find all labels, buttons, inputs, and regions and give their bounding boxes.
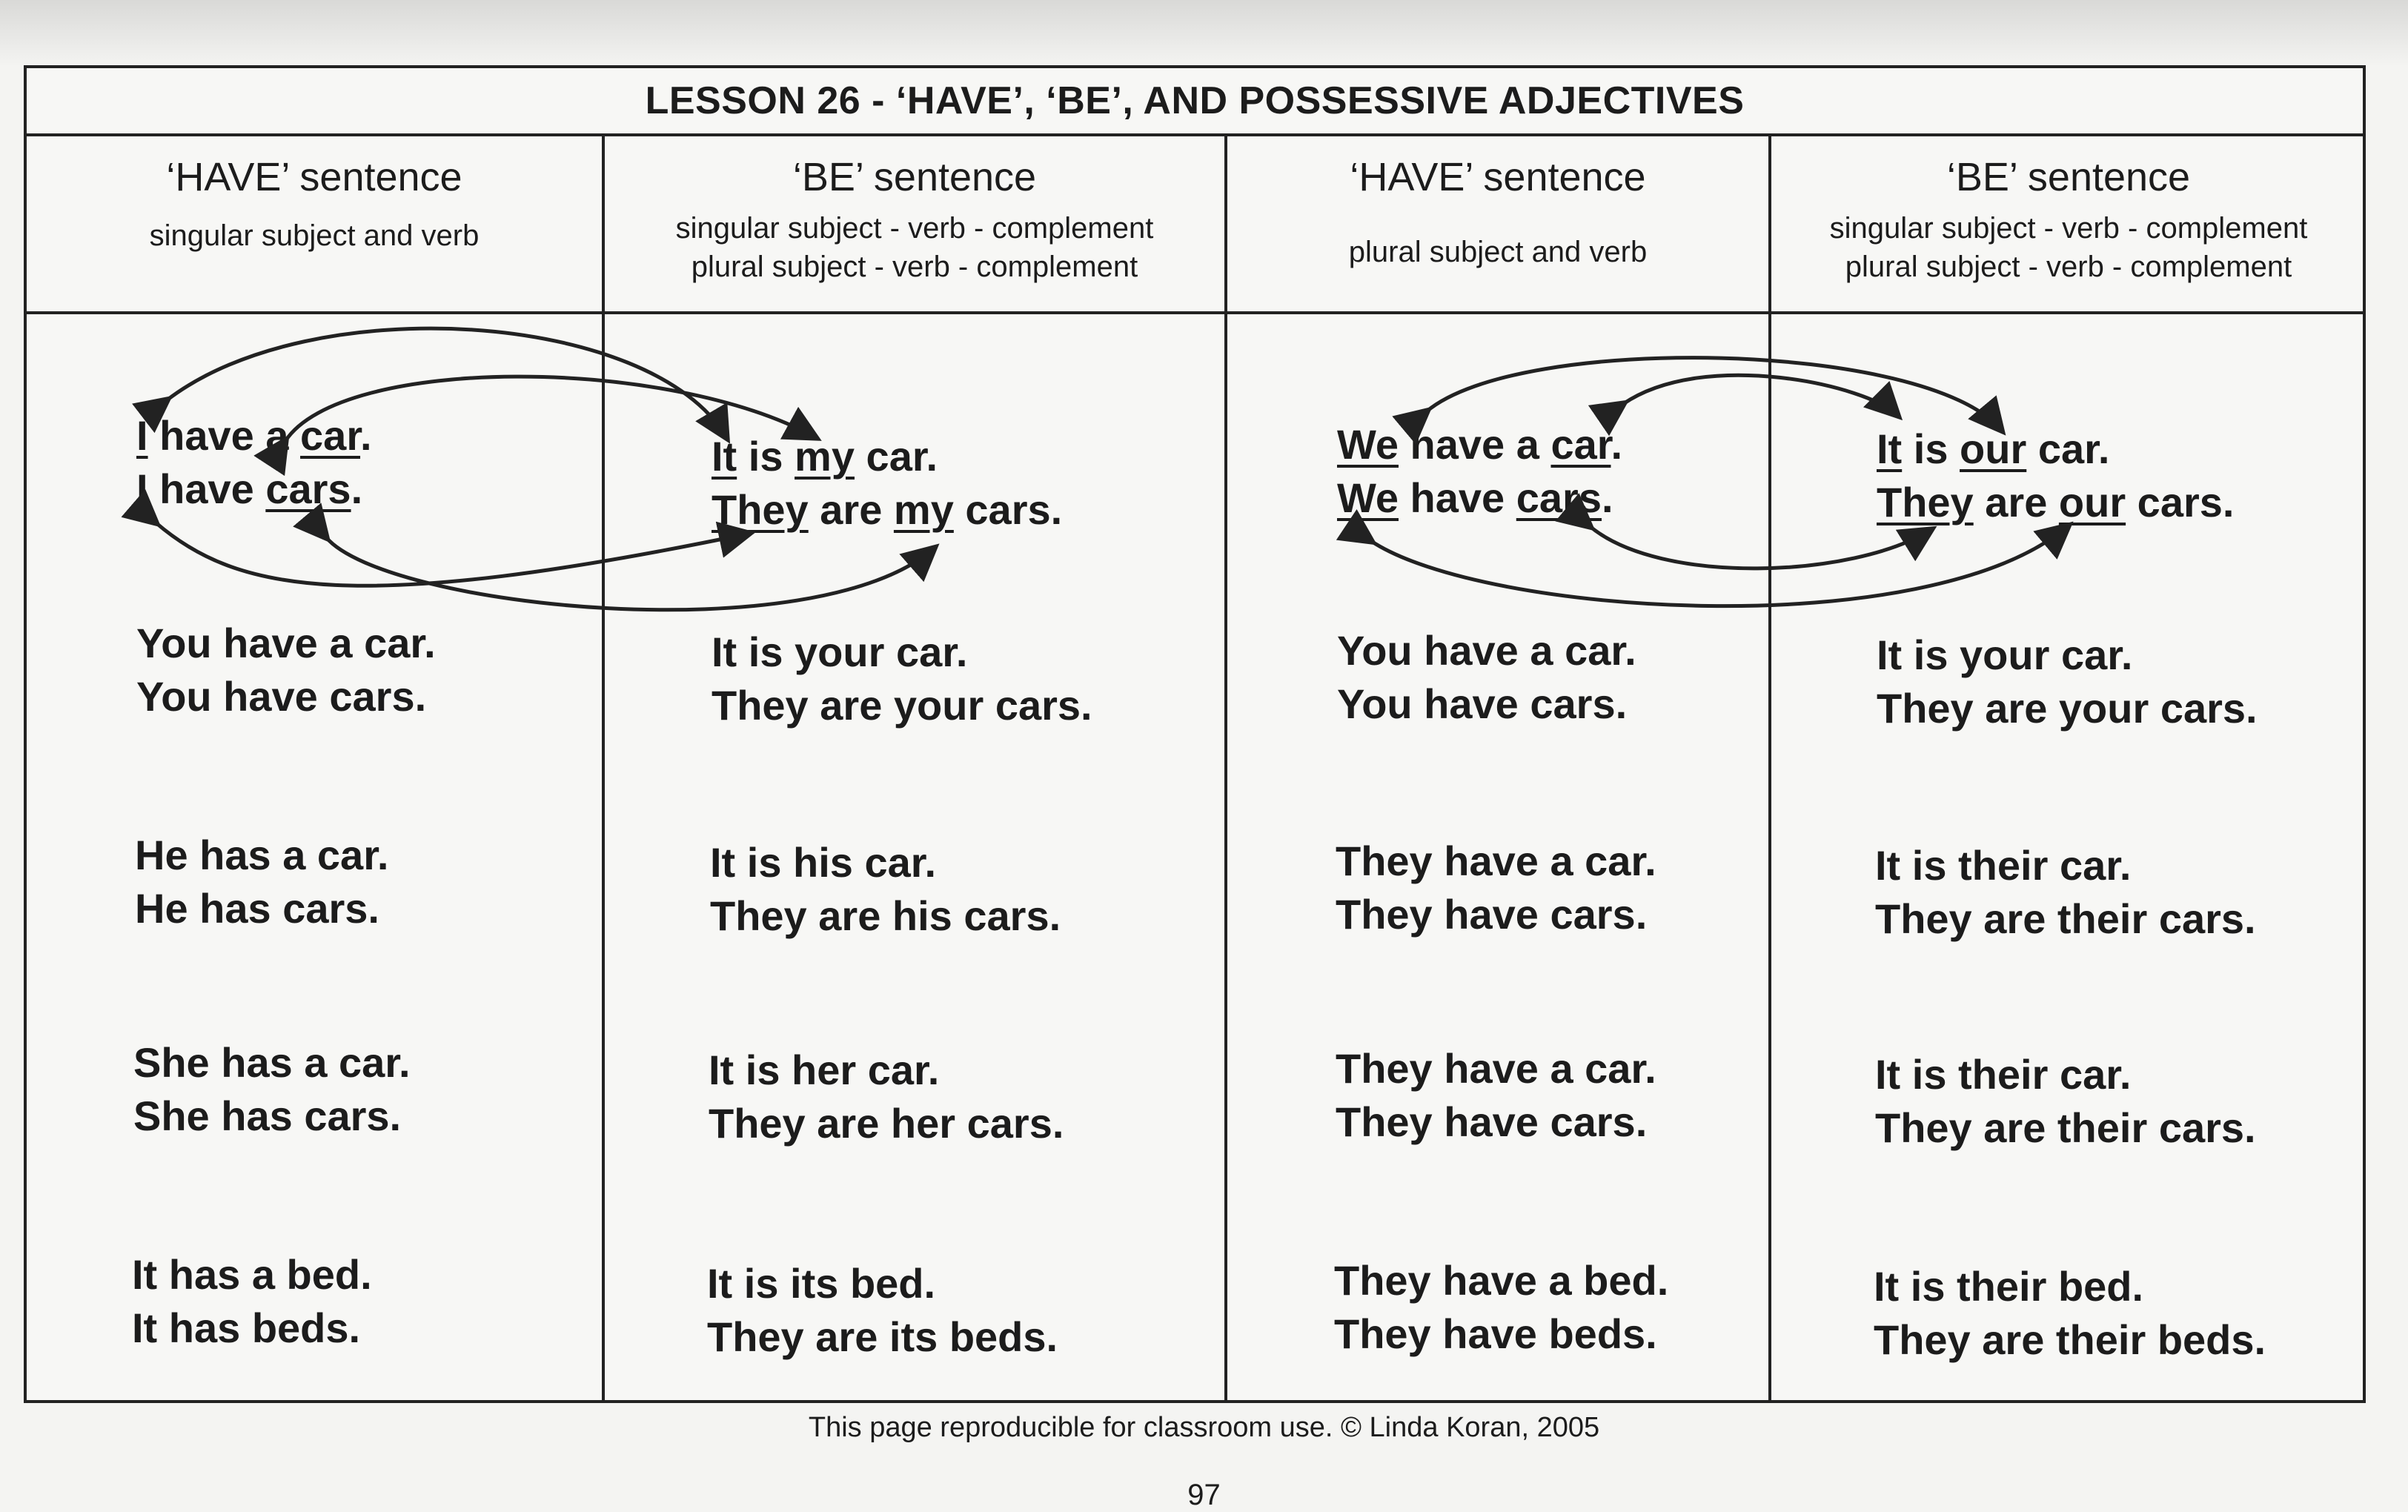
subject: I <box>136 412 148 459</box>
object: cars <box>265 465 351 512</box>
column-divider <box>1768 136 1771 1400</box>
sentence: It is your car. <box>1877 631 2133 678</box>
header-title: ‘HAVE’ sentence <box>1350 155 1646 199</box>
sentence-cell <box>712 626 1092 732</box>
lesson-title: LESSON 26 - ‘HAVE’, ‘BE’, AND POSSESSIVE ADJECTIVES <box>27 68 2363 136</box>
possessive-adjective: our <box>2058 479 2126 525</box>
sentence-cell <box>132 1248 372 1355</box>
subject: It <box>1877 425 1903 472</box>
header-subtitle: plural subject and verb <box>1348 236 1648 268</box>
header-subtitle: singular subject - verb - complement <box>675 212 1154 245</box>
sentence: They are their beds. <box>1874 1316 2266 1363</box>
noun-text: car. <box>854 433 938 480</box>
verb-text: are <box>1973 479 2059 525</box>
sentence: It has beds. <box>132 1304 361 1351</box>
sentence-cell <box>710 836 1061 943</box>
header-row <box>27 136 2363 314</box>
header-title: ‘BE’ sentence <box>792 155 1037 199</box>
sentence: They are their cars. <box>1875 1104 2256 1151</box>
subject: They <box>712 486 809 533</box>
sentence: They are his cars. <box>710 892 1061 939</box>
noun-text: cars. <box>2126 479 2235 525</box>
sentence-cell <box>1336 835 1656 941</box>
verb-text: is <box>737 433 795 480</box>
sentence-cell <box>1875 839 2256 946</box>
column-divider <box>602 136 605 1400</box>
header-col-4 <box>1771 136 2366 311</box>
verb-text: have a <box>1399 421 1551 468</box>
sentence-cell <box>1337 624 1636 731</box>
sentence-cell <box>1334 1254 1668 1361</box>
column-divider <box>1224 136 1227 1400</box>
header-subtitle: singular subject - verb - complement <box>1829 212 2308 245</box>
possessive-adjective: my <box>893 486 954 533</box>
subject: They <box>1877 479 1974 525</box>
sentence: It is its bed. <box>707 1260 936 1307</box>
sentence: They have a car. <box>1336 838 1656 884</box>
sentence: It is your car. <box>712 629 968 675</box>
possessive-adjective: our <box>1960 425 2027 472</box>
header-subtitle: singular subject and verb <box>149 219 480 252</box>
sentence-cell <box>1877 422 2234 529</box>
sentence: You have a car. <box>1337 627 1636 674</box>
sentence: She has cars. <box>133 1092 402 1139</box>
verb-text: have <box>1399 474 1516 521</box>
sentence-cell <box>712 430 1062 537</box>
sentence: It is their bed. <box>1874 1263 2144 1310</box>
sentence: They are its beds. <box>707 1313 1058 1360</box>
object: cars <box>1516 474 1602 521</box>
sentence-cell <box>136 409 372 516</box>
sentence: You have cars. <box>136 673 427 720</box>
header-col-3 <box>1227 136 1768 311</box>
sentence-cell <box>136 617 436 723</box>
sentence: You have a car. <box>136 620 436 666</box>
page-shadow <box>0 0 2408 67</box>
sentence: They are your cars. <box>1877 685 2258 732</box>
sentence: They are your cars. <box>712 682 1092 729</box>
sentence: They have beds. <box>1334 1310 1657 1357</box>
punctuation: . <box>360 412 372 459</box>
header-col-2 <box>605 136 1224 311</box>
verb-text: have <box>147 465 266 512</box>
copyright-footer: This page reproducible for classroom use. © Linda Koran, 2005 <box>808 1412 1600 1443</box>
header-col-1 <box>27 136 602 311</box>
sentence-cell <box>707 1257 1058 1364</box>
header-subtitle: plural subject - verb - complement <box>691 251 1138 283</box>
sentence: They are her cars. <box>709 1100 1064 1147</box>
sentence: It has a bed. <box>132 1251 372 1298</box>
sentence: It is their car. <box>1875 1051 2132 1098</box>
sentence-cell <box>135 829 388 935</box>
sentence: They have a bed. <box>1334 1257 1669 1304</box>
sentence-cell <box>1875 1048 2256 1155</box>
sentence: They have cars. <box>1336 1098 1648 1145</box>
possessive-adjective: my <box>795 433 855 480</box>
sentence: It is her car. <box>709 1047 940 1093</box>
page-number: 97 <box>1187 1479 1221 1511</box>
header-title: ‘HAVE’ sentence <box>166 155 462 199</box>
punctuation: . <box>351 465 363 512</box>
subject: We <box>1337 474 1399 521</box>
sentence: He has a car. <box>135 832 389 878</box>
sentence: They have cars. <box>1336 891 1648 938</box>
verb-text: are <box>808 486 894 533</box>
subject: I <box>136 465 148 512</box>
sentence-cell <box>1336 1042 1656 1149</box>
object: car <box>300 412 361 459</box>
verb-text: have a <box>147 412 301 459</box>
subject: We <box>1337 421 1399 468</box>
sentence-cell <box>709 1044 1064 1150</box>
header-subtitle: plural subject - verb - complement <box>1845 251 2292 283</box>
sentence: It is their car. <box>1875 842 2132 889</box>
sentence: You have cars. <box>1337 680 1628 727</box>
sentence-cell <box>1337 418 1622 525</box>
subject: It <box>712 433 737 480</box>
sentence: They are their cars. <box>1875 895 2256 942</box>
sentence: It is his car. <box>710 839 937 886</box>
sentence-cell <box>133 1036 411 1143</box>
lesson-table <box>24 65 2366 1403</box>
object: car <box>1550 421 1611 468</box>
header-title: ‘BE’ sentence <box>1946 155 2191 199</box>
sentence-cell <box>1877 629 2258 735</box>
noun-text: cars. <box>953 486 1063 533</box>
sentence: He has cars. <box>135 885 379 932</box>
sentence: They have a car. <box>1336 1045 1656 1092</box>
punctuation: . <box>1611 421 1623 468</box>
sentence-cell <box>1874 1260 2266 1367</box>
noun-text: car. <box>2026 425 2110 472</box>
verb-text: is <box>1902 425 1960 472</box>
sentence: She has a car. <box>133 1039 411 1086</box>
punctuation: . <box>1602 474 1613 521</box>
